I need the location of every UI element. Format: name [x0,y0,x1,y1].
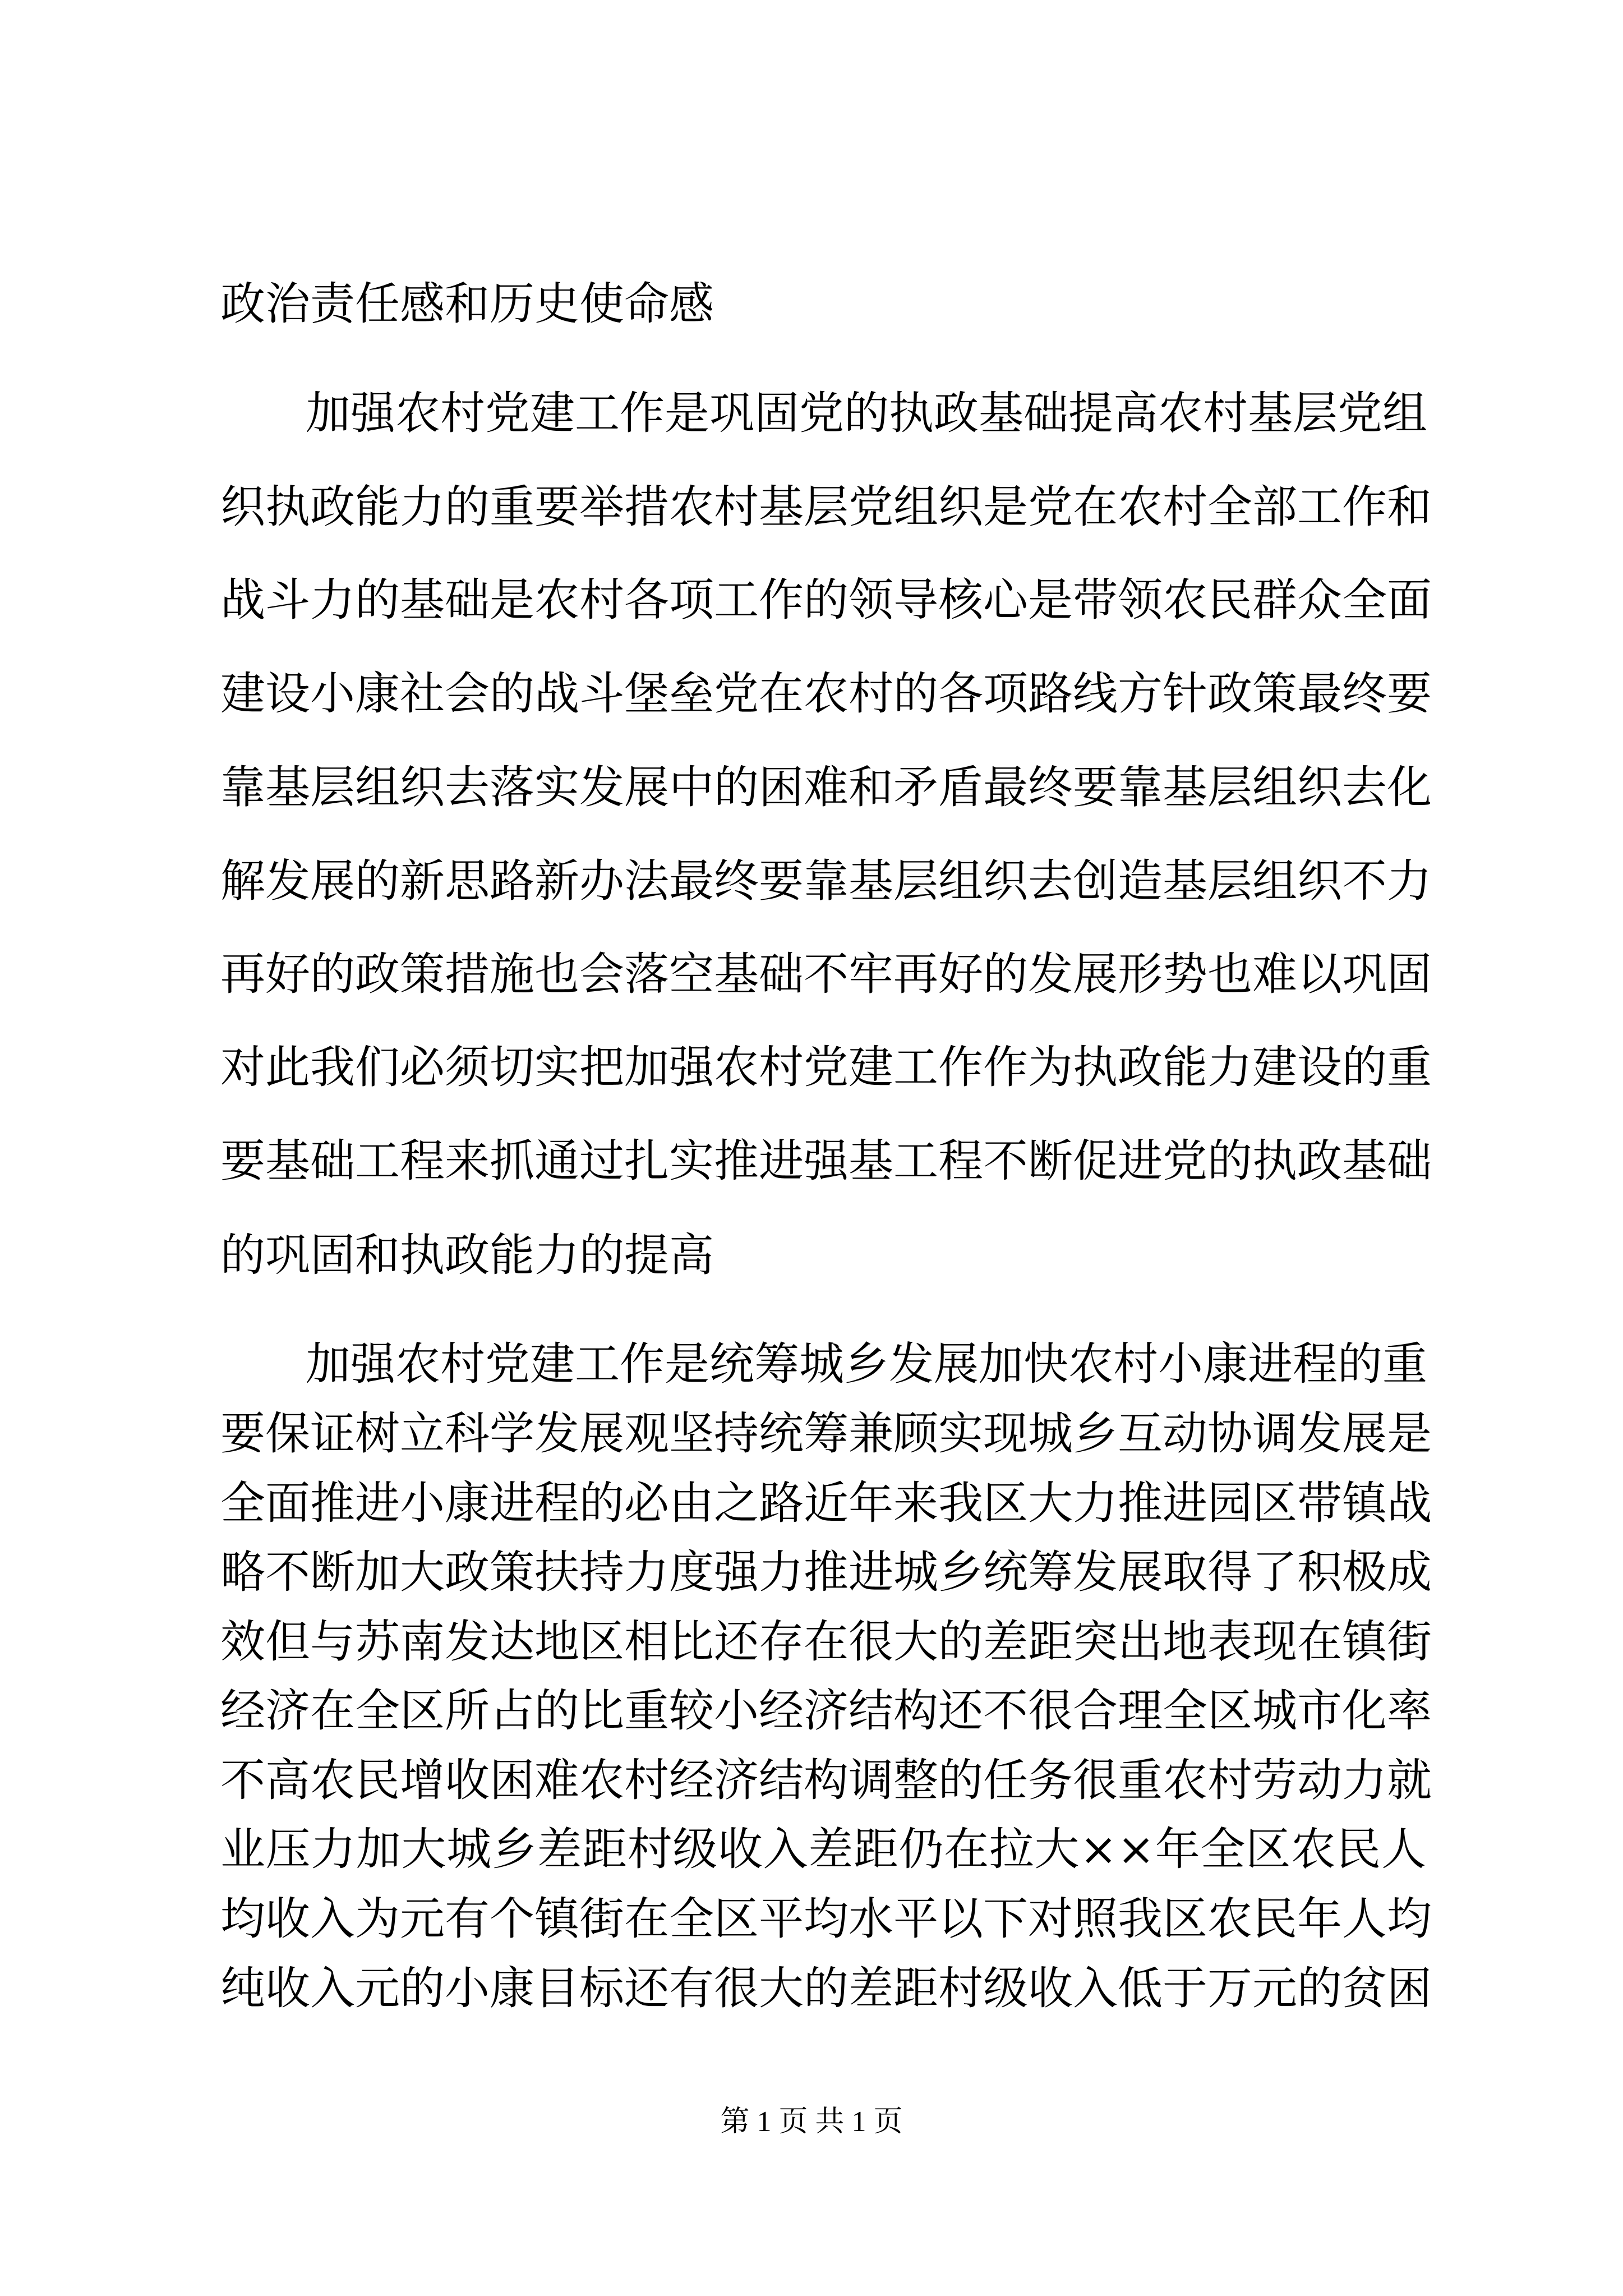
text-line: 的巩固和执政能力的提高 [220,1229,714,1281]
text-line: 对此我们必须切实把加强农村党建工作作为执政能力建设的重 [220,1041,1432,1093]
text-line: 要保证树立科学发展观坚持统筹兼顾实现城乡互动协调发展是 [220,1407,1432,1460]
text-line: 纯收入元的小康目标还有很大的差距村级收入低于万元的贫困 [220,1962,1432,2014]
text-line: 解发展的新思路新办法最终要靠基层组织去创造基层组织不力 [220,855,1432,907]
text-line: 全面推进小康进程的必由之路近年来我区大力推进园区带镇战 [220,1477,1432,1529]
text-line: 政治责任感和历史使命感 [220,278,714,330]
text-line: 建设小康社会的战斗堡垒党在农村的各项路线方针政策最终要 [220,668,1432,720]
paragraph-first-line: 加强农村党建工作是统筹城乡发展加快农村小康进程的重 [306,1338,1427,1390]
paragraph-first-line: 加强农村党建工作是巩固党的执政基础提高农村基层党组 [306,387,1427,439]
text-line: 均收入为元有个镇街在全区平均水平以下对照我区农民年人均 [220,1893,1432,1945]
text-line: 经济在全区所占的比重较小经济结构还不很合理全区城市化率 [220,1685,1432,1737]
text-line: 不高农民增收困难农村经济结构调整的任务很重农村劳动力就 [220,1754,1432,1806]
text-line: 战斗力的基础是农村各项工作的领导核心是带领农民群众全面 [220,574,1432,626]
text-line: 再好的政策措施也会落空基础不牢再好的发展形势也难以巩固 [220,948,1432,1000]
text-line: 要基础工程来抓通过扎实推进强基工程不断促进党的执政基础 [220,1135,1432,1187]
text-line: 靠基层组织去落实发展中的困难和矛盾最终要靠基层组织去化 [220,761,1432,813]
page-footer: 第 1 页 共 1 页 [720,2106,903,2138]
text-line: 略不断加大政策扶持力度强力推进城乡统筹发展取得了积极成 [220,1546,1432,1598]
text-line: 效但与苏南发达地区相比还存在很大的差距突出地表现在镇街 [220,1616,1432,1668]
text-line: 织执政能力的重要举措农村基层党组织是党在农村全部工作和 [220,481,1432,533]
text-line: 业压力加大城乡差距村级收入差距仍在拉大××年全区农民人 [220,1823,1426,1875]
